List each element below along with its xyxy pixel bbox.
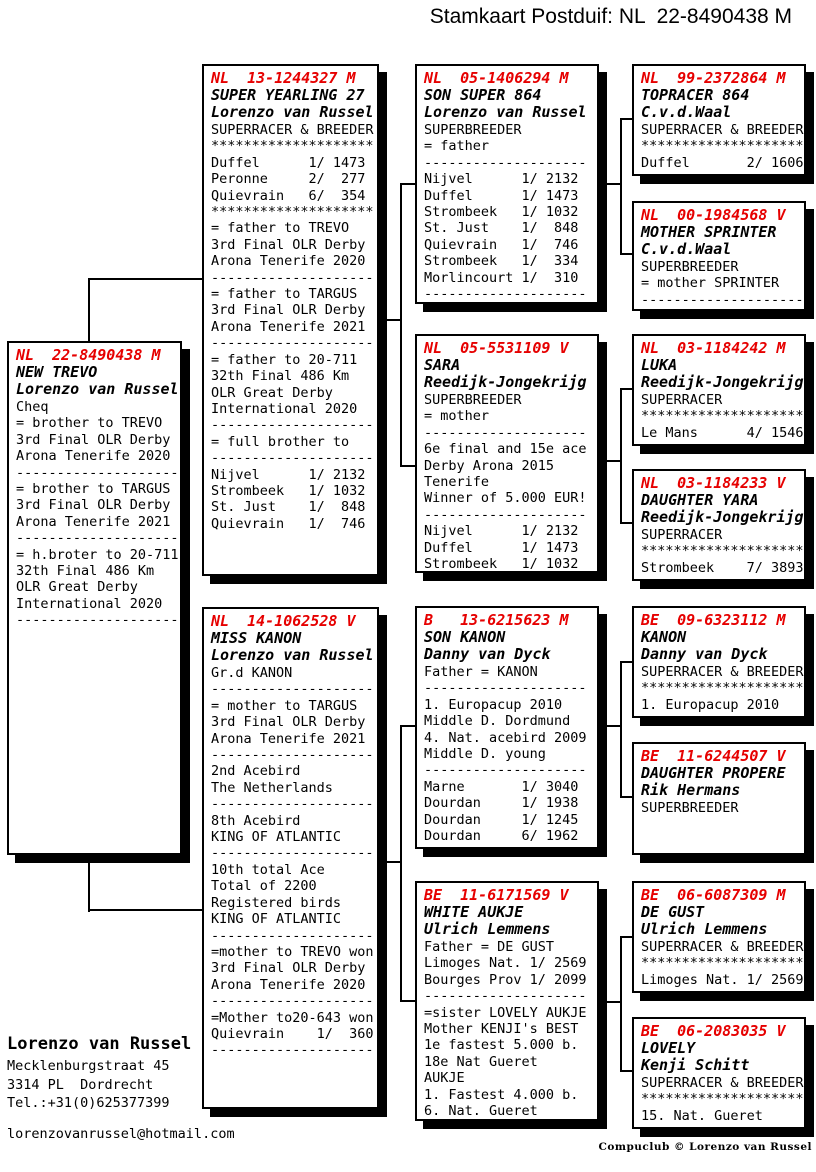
ring-number: NL 00-1984568 V (641, 206, 786, 224)
bird-details: SUPERRACER & BREEDER ******************** 1. Europacup 2010 (641, 664, 804, 713)
loft-address-city: 3314 PL Dordrecht (7, 1077, 154, 1093)
compuclub-credit: Compuclub © Lorenzo van Russel (598, 1141, 812, 1153)
bird-details: SUPERRACER & BREEDER ******************** 15. Nat. Gueret (641, 1075, 804, 1124)
bird-name: TOPRACER 864 (641, 86, 750, 104)
ring-number: NL 05-1406294 M (424, 69, 569, 87)
bird-owner: Ulrich Lemmens (424, 920, 551, 938)
loft-address-street: Mecklenburgstraat 45 (7, 1058, 170, 1074)
bird-owner: Reedijk-Jongekrijg (641, 508, 804, 526)
connector-father-vertical (400, 183, 402, 467)
connector-mf-stub (599, 725, 622, 727)
bird-owner: C.v.d.Waal (641, 240, 732, 258)
bird-name: SARA (424, 356, 461, 374)
pedigree-box-mm (415, 881, 599, 1121)
bird-owner: Lorenzo van Russel (16, 380, 179, 398)
bird-name: MOTHER SPRINTER (641, 223, 777, 241)
connector-father-to-fm (400, 465, 416, 467)
bird-name: SON KANON (424, 628, 506, 646)
pedigree-box-mff (632, 606, 806, 718)
bird-name: WHITE AUKJE (424, 903, 524, 921)
connector-mother-to-mf (400, 725, 416, 727)
bird-details: SUPERRACER ******************** Le Mans 4/ 1546 (641, 392, 804, 441)
connector-mother-vertical (400, 725, 402, 1002)
ring-number: NL 03-1184233 V (641, 474, 786, 492)
ring-number: NL 13-1244327 M (211, 69, 356, 87)
ring-number: BE 11-6244507 V (641, 747, 786, 765)
ring-number: NL 05-5531109 V (424, 339, 569, 357)
connector-father-stub (380, 319, 402, 321)
connector-subject-to-mother (88, 909, 203, 911)
bird-owner: Reedijk-Jongekrijg (641, 373, 804, 391)
bird-details: SUPERBREEDER = mother SPRINTER -------------------- (641, 259, 804, 308)
bird-owner: Reedijk-Jongekrijg (424, 373, 587, 391)
bird-name: DE GUST (641, 903, 705, 921)
ring-number: NL 14-1062528 V (211, 612, 356, 630)
bird-owner: Lorenzo van Russel (424, 103, 587, 121)
bird-owner: Danny van Dyck (641, 645, 768, 663)
bird-owner: Danny van Dyck (424, 645, 551, 663)
ring-number: NL 99-2372864 M (641, 69, 786, 87)
bird-owner: Kenji Schitt (641, 1056, 750, 1074)
bird-details: Gr.d KANON -------------------- = mother to TARGUS 3rd Final OLR Derby Arona Tenerife 2021 -------------------- 2nd Acebird The Netherlands -------------------- 8th Acebird KING OF ATLANTIC -------------------- 10th total Ace Total of 2200 Registered birds KING OF ATLANTIC -------------------- =mother to TREVO won 3rd Final OLR Derby Arona Tenerife 2020 -------------------- =Mother to20-643 won Quievrain 1/ 360 -------------------- (211, 665, 374, 1059)
ring-number: BE 06-6087309 M (641, 886, 786, 904)
bird-details: SUPERRACER & BREEDER ******************** Duffel 1/ 1473 Peronne 2/ 277 Quievrain 6/ 354 ******************** = father to TREVO 3rd Final OLR Derby Arona Tenerife 2020 -------------------- = father to TARGUS 3rd Final OLR Derby Arona Tenerife 2021 -------------------- = father to 20-711 32th Final 486 Km OLR Great Derby International 2020 -------------------- = full brother to -------------------- Nijvel 1/ 2132 Strombeek 1/ 1032 St. Just 1/ 848 Quievrain 1/ 746 (211, 122, 374, 532)
connector-subject-to-father (88, 278, 203, 280)
bird-details: Cheq = brother to TREVO 3rd Final OLR Derby Arona Tenerife 2020 -------------------- = brother to TARGUS 3rd Final OLR Derby Arona Tenerife 2021 -------------------- = h.broter to 20-711 32th Final 486 Km OLR Great Derby International 2020 -------------------- (16, 399, 179, 629)
pedigree-box-mf (415, 606, 599, 849)
pedigree-box-subject (7, 341, 182, 855)
connector-mm-stub (599, 1001, 622, 1003)
bird-details: Father = KANON -------------------- 1. Europacup 2010 Middle D. Dordmund 4. Nat. acebird 2009 Middle D. young -------------------- Marne 1/ 3040 Dourdan 1/ 1938 Dourdan 1/ 1245 Dourdan 6/ 1962 (424, 664, 587, 845)
pedigree-box-mmf (632, 881, 806, 993)
connector-mf-vertical (620, 661, 622, 798)
connector-ff-vertical (620, 118, 622, 255)
pedigree-box-father (202, 64, 379, 576)
bird-owner: C.v.d.Waal (641, 103, 732, 121)
pedigree-box-fff (632, 64, 806, 176)
ring-number: BE 09-6323112 M (641, 611, 786, 629)
ring-number: NL 03-1184242 M (641, 339, 786, 357)
bird-owner: Lorenzo van Russel (211, 103, 374, 121)
bird-name: LOVELY (641, 1039, 696, 1057)
bird-name: SON SUPER 864 (424, 86, 542, 104)
connector-ff-stub (599, 183, 622, 185)
connector-mm-vertical (620, 936, 622, 1072)
bird-name: SUPER YEARLING 27 (211, 86, 365, 104)
connector-fm-stub (599, 460, 622, 462)
pedigree-box-fmm (632, 469, 806, 581)
pedigree-box-mother (202, 607, 379, 1109)
connector-fm-vertical (620, 388, 622, 524)
pedigree-box-fmf (632, 334, 806, 446)
bird-owner: Ulrich Lemmens (641, 920, 768, 938)
bird-details: SUPERRACER ******************** Strombeek 7/ 3893 (641, 527, 804, 576)
loft-phone: Tel.:+31(0)625377399 (7, 1095, 170, 1111)
bird-details: SUPERBREEDER = father -------------------- Nijvel 1/ 2132 Duffel 1/ 1473 Strombeek 1/ 1032 St. Just 1/ 848 Quievrain 1/ 746 Strombeek 1/ 334 Morlincourt 1/ 310 -------------------- (424, 122, 587, 303)
bird-name: DAUGHTER PROPERE (641, 764, 786, 782)
pedigree-box-mmm (632, 1017, 806, 1129)
pedigree-box-ff (415, 64, 599, 304)
ring-number: BE 11-6171569 V (424, 886, 569, 904)
pedigree-box-fm (415, 334, 599, 573)
pedigree-box-mfm (632, 742, 806, 855)
bird-owner: Lorenzo van Russel (211, 646, 374, 664)
bird-details: SUPERRACER & BREEDER ******************** Limoges Nat. 1/ 2569 (641, 939, 804, 988)
bird-details: Father = DE GUST Limoges Nat. 1/ 2569 Bourges Prov 1/ 2099 -------------------- =sister LOVELY AUKJE Mother KENJI's BEST 1e fastest 5.000 b. 18e Nat Gueret AUKJE 1. Fastest 4.000 b. 6. Nat. Gueret (424, 939, 587, 1120)
bird-owner: Rik Hermans (641, 781, 741, 799)
bird-name: LUKA (641, 356, 678, 374)
connector-father-to-ff (400, 183, 416, 185)
connector-mother-stub (380, 861, 402, 863)
loft-owner-name: Lorenzo van Russel (7, 1034, 192, 1054)
ring-number: BE 06-2083035 V (641, 1022, 786, 1040)
bird-details: SUPERBREEDER = mother -------------------- 6e final and 15e ace Derby Arona 2015 Tenerife Winner of 5.000 EUR! -------------------- Nijvel 1/ 2132 Duffel 1/ 1473 Strombeek 1/ 1032 (424, 392, 587, 573)
bird-name: MISS KANON (211, 629, 302, 647)
connector-mother-to-mm (400, 1000, 416, 1002)
pedigree-box-ffm (632, 201, 806, 311)
ring-number: B 13-6215623 M (424, 611, 569, 629)
bird-details: SUPERRACER & BREEDER ******************** Duffel 2/ 1606 (641, 122, 804, 171)
page-title: Stamkaart Postduif: NL 22-8490438 M (429, 5, 792, 28)
loft-email: lorenzovanrussel@hotmail.com (7, 1126, 235, 1142)
bird-details: SUPERBREEDER (641, 800, 739, 816)
bird-name: NEW TREVO (16, 363, 98, 381)
bird-name: DAUGHTER YARA (641, 491, 759, 509)
ring-number: NL 22-8490438 M (16, 346, 161, 364)
bird-name: KANON (641, 628, 687, 646)
